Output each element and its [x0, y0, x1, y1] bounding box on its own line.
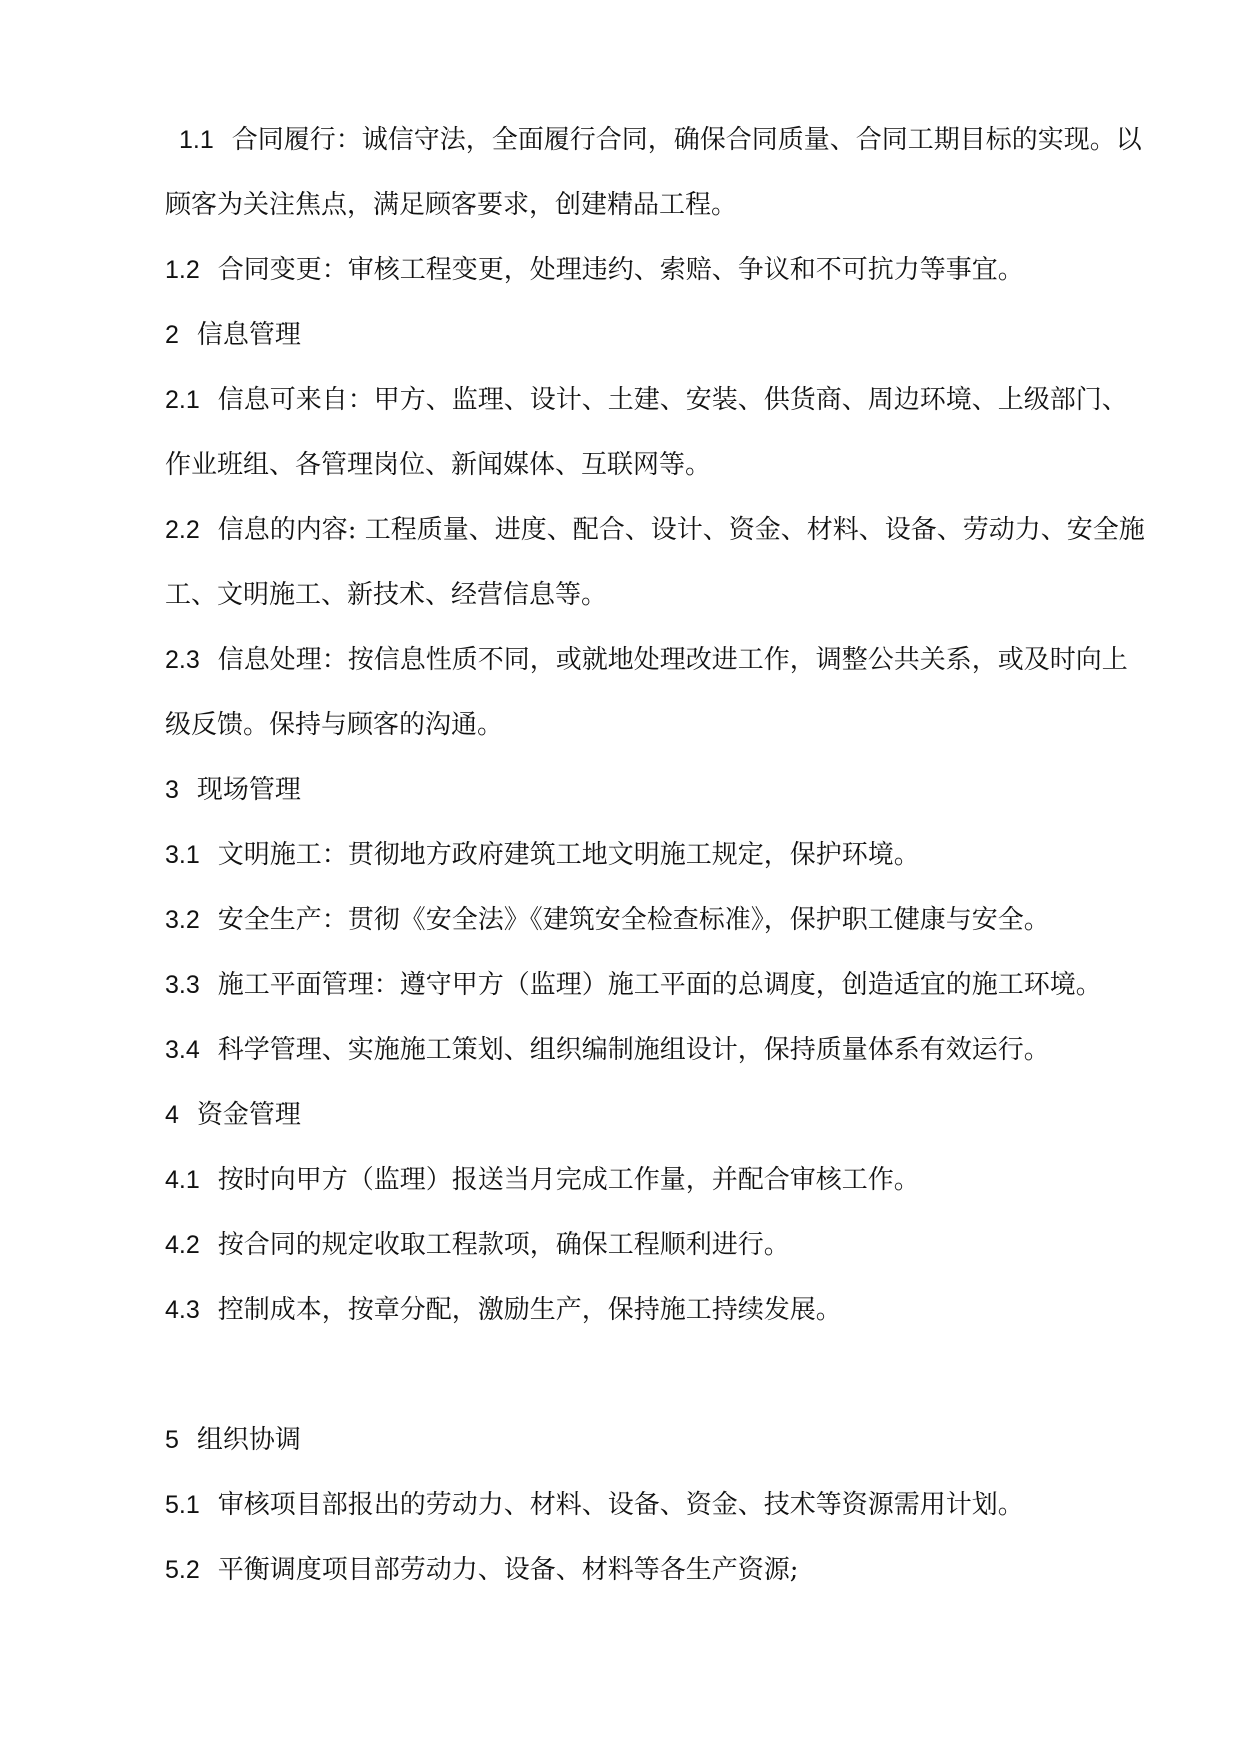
- paragraph-2-1: [165, 368, 1145, 498]
- heading-4: [165, 1083, 1145, 1148]
- paragraph-text: 控制成本，按章分配，激励生产，保持施工持续发展。: [217, 1295, 842, 1325]
- paragraph-number: 4.1: [165, 1166, 200, 1194]
- paragraph-3-1: [165, 823, 1145, 888]
- paragraph-number: 4.2: [165, 1231, 200, 1259]
- paragraph-4-2: [165, 1213, 1145, 1278]
- paragraph-number: 5.1: [165, 1491, 200, 1519]
- paragraph-number: 1.2: [165, 256, 200, 284]
- paragraph-number: 2.3: [165, 646, 200, 674]
- paragraph-text: 信息可来自：甲方、监理、设计、土建、安装、供货商、周边环境、上级部门、作业班组、各管理岗位、新闻媒体、互联网等。: [165, 385, 1128, 480]
- paragraph-3-3: [165, 953, 1145, 1018]
- paragraph-number: 3.1: [165, 841, 200, 869]
- paragraph-5-2: [165, 1538, 1145, 1603]
- section-number: 2: [165, 321, 179, 349]
- paragraph-1-2: [165, 238, 1145, 303]
- paragraph-text: 文明施工：贯彻地方政府建筑工地文明施工规定，保护环境。: [217, 840, 920, 870]
- paragraph-text: 平衡调度项目部劳动力、设备、材料等各生产资源;: [217, 1555, 799, 1585]
- paragraph-3-2: [165, 888, 1145, 953]
- paragraph-number: 4.3: [165, 1296, 200, 1324]
- paragraph-3-4: [165, 1018, 1145, 1083]
- paragraph-text: 合同履行：诚信守法，全面履行合同，确保合同质量、合同工期目标的实现。以顾客为关注焦点，满足顾客要求，创建精品工程。: [165, 125, 1142, 220]
- paragraph-number: 1.1: [179, 126, 214, 154]
- heading-5: [165, 1408, 1145, 1473]
- paragraph-text: 按合同的规定收取工程款项，确保工程顺利进行。: [217, 1230, 790, 1260]
- paragraph-5-1: [165, 1473, 1145, 1538]
- paragraph-number: 3.2: [165, 906, 200, 934]
- paragraph-text: 信息的内容: 工程质量、进度、配合、设计、资金、材料、设备、劳动力、安全施工、文明施工、新技术、经营信息等。: [165, 515, 1145, 610]
- paragraph-text: 信息处理：按信息性质不同，或就地处理改进工作，调整公共关系，或及时向上级反馈。保持与顾客的沟通。: [165, 645, 1128, 740]
- paragraph-number: 2.2: [165, 516, 200, 544]
- paragraph-text: 科学管理、实施施工策划、组织编制施组设计，保持质量体系有效运行。: [217, 1035, 1050, 1065]
- section-title: 信息管理: [196, 320, 301, 350]
- paragraph-number: 2.1: [165, 386, 200, 414]
- paragraph-text: 施工平面管理：遵守甲方（监理）施工平面的总调度，创造适宜的施工环境。: [217, 970, 1102, 1000]
- section-number: 3: [165, 776, 179, 804]
- heading-2: [165, 303, 1145, 368]
- paragraph-1-1: [165, 108, 1145, 238]
- section-number: 5: [165, 1426, 179, 1454]
- section-title: 资金管理: [196, 1100, 301, 1130]
- paragraph-text: 合同变更：审核工程变更，处理违约、索赔、争议和不可抗力等事宜。: [217, 255, 1024, 285]
- paragraph-number: 3.4: [165, 1036, 200, 1064]
- paragraph-2-2: [165, 498, 1145, 628]
- paragraph-2-3: [165, 628, 1145, 758]
- paragraph-text: 安全生产：贯彻《安全法》《建筑安全检查标准》，保护职工健康与安全。: [217, 905, 1050, 935]
- section-title: 组织协调: [196, 1425, 301, 1455]
- paragraph-number: 3.3: [165, 971, 200, 999]
- paragraph-number: 5.2: [165, 1556, 200, 1584]
- paragraph-4-3: [165, 1278, 1145, 1343]
- section-number: 4: [165, 1101, 179, 1129]
- section-title: 现场管理: [196, 775, 301, 805]
- heading-3: [165, 758, 1145, 823]
- paragraph-text: 按时向甲方（监理）报送当月完成工作量，并配合审核工作。: [217, 1165, 920, 1195]
- paragraph-text: 审核项目部报出的劳动力、材料、设备、资金、技术等资源需用计划。: [217, 1490, 1024, 1520]
- paragraph-4-1: [165, 1148, 1145, 1213]
